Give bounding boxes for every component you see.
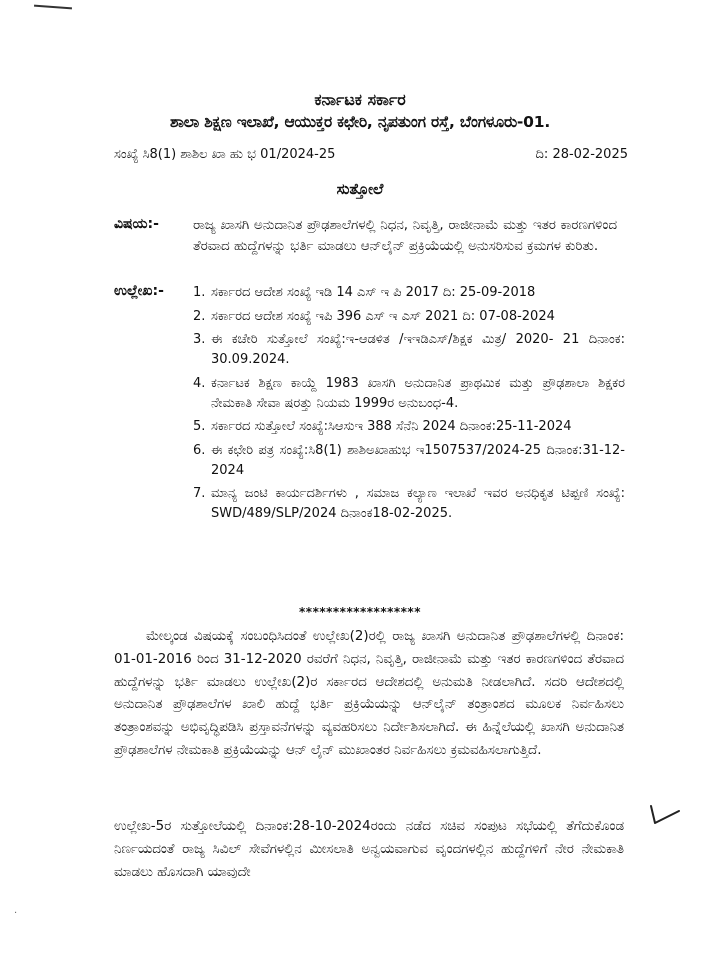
references-list xyxy=(193,283,625,528)
government-title: ಕರ್ನಾಟಕ ಸರ್ಕಾರ xyxy=(314,90,406,109)
department-title: ಶಾಲಾ ಶಿಕ್ಷಣ ಇಲಾಖೆ, ಆಯುಕ್ತರ ಕಛೇರಿ, ನೃಪತುಂಗ ರಸ್ತೆ, ಬೆಂಗಳೂರು-01. xyxy=(169,113,551,131)
edge-scan-mark: · xyxy=(14,908,18,919)
reference-item: 2. ಸರ್ಕಾರದ ಆದೇಶ ಸಂಖ್ಯೆ ಇಪಿ 396 ಎಸ್ ಇ ಎಸ್ 2021 ದಿ: 07-08-2024 xyxy=(193,308,555,324)
body-paragraph-2: ಉಲ್ಲೇಖ-5ರ ಸುತ್ತೋಲೆಯಲ್ಲಿ ದಿನಾಂಕ:28-10-2024ರಂದು ನಡೆದ ಸಚಿವ ಸಂಪುಟ ಸಭೆಯಲ್ಲಿ ತೆಗೆದುಕೊಂಡ ನಿರ್ಣಯದಂತೆ ರಾಜ್ಯ ಸಿವಿಲ್ ಸೇವೆಗಳಲ್ಲಿನ ಮೀಸಲಾತಿ ಅನ್ವಯವಾಗುವ ವೃಂದಗಳಲ್ಲಿನ ಹುದ್ದೆಗಳಿಗೆ ನೇರ ನೇಮಕಾತಿ ಮಾಡಲು ಹೊಸದಾಗಿ ಯಾವುದೇ xyxy=(114,819,624,880)
corner-pen-mark xyxy=(34,5,72,10)
subject-label: ವಿಷಯ:- xyxy=(114,216,159,232)
section-separator: ****************** xyxy=(299,605,421,619)
document-date: ದಿ: 28-02-2025 xyxy=(535,147,628,162)
circular-title: ಸುತ್ತೋಲೆ xyxy=(336,180,384,198)
reference-number: ಸಂಖ್ಯೆ ಸಿ8(1) ಶಾಶಿಲ ಖಾ ಹು ಭ 01/2024-25 xyxy=(114,147,336,162)
reference-item: 7. ಮಾನ್ಯ ಜಂಟಿ ಕಾರ್ಯದರ್ಶಿಗಳು , ಸಮಾಜ ಕಲ್ಯಾಣ ಇಲಾಖೆ ಇವರ ಅನಧಿಕೃತ ಟಿಪ್ಪಣಿ ಸಂಖ್ಯೆ: SWD/489/SLP/2024 ದಿನಾಂಕ18-02-2025. xyxy=(193,486,625,521)
reference-item: 5. ಸರ್ಕಾರದ ಸುತ್ತೋಲೆ ಸಂಖ್ಯೆ:ಸಿಆಸುಇ 388 ಸೆನೆನಿ 2024 ದಿನಾಂಕ:25-11-2024 xyxy=(193,419,572,434)
body-paragraph-1: ಮೇಲ್ಕಂಡ ವಿಷಯಕ್ಕೆ ಸಂಬಂಧಿಸಿದಂತೆ ಉಲ್ಲೇಖ(2)ರಲ್ಲಿ ರಾಜ್ಯ ಖಾಸಗಿ ಅನುದಾನಿತ ಪ್ರೌಢಶಾಲೆಗಳಲ್ಲಿ ದಿನಾಂಕ: 01-01-2016 ರಿಂದ 31-12-2020 ರವರೆಗೆ ನಿಧನ, ನಿವೃತ್ತಿ, ರಾಜೀನಾಮೆ ಮತ್ತು ಇತರ ಕಾರಣಗಳಿಂದ ತೆರವಾದ ಹುದ್ದೆಗಳನ್ನು ಭರ್ತಿ ಮಾಡಲು ಉಲ್ಲೇಖ(2)ರ ಸರ್ಕಾರದ ಆದೇಶದಲ್ಲಿ ಅನುಮತಿ ನೀಡಲಾಗಿದೆ. ಸದರಿ ಆದೇಶದಲ್ಲಿ ಅನುದಾನಿತ ಪ್ರೌಢಶಾಲೆಗಳ ಖಾಲಿ ಹುದ್ದೆ ಭರ್ತಿ ಪ್ರಕ್ರಿಯೆಯನ್ನು ಆನ್‌ಲೈನ್ ತಂತ್ರಾಂಶದ ಮೂಲಕ ನಿರ್ವಹಿಸಲು ತಂತ್ರಾಂಶವನ್ನು ಅಭಿವೃದ್ಧಿಪಡಿಸಿ ಪ್ರಸ್ತಾವನೆಗಳನ್ನು ವ್ಯವಹರಿಸಲು ನಿರ್ದೇಶಿಸಲಾಗಿದೆ. ಈ ಹಿನ್ನೆಲೆಯಲ್ಲಿ ಖಾಸಗಿ ಅನುದಾನಿತ ಪ್ರೌಢಶಾಲೆಗಳ ನೇಮಕಾತಿ ಪ್ರಕ್ರಿಯೆಯನ್ನು ಆನ್ ಲೈನ್ ಮುಖಾಂತರ ನಿರ್ವಹಿಸಲು ಕ್ರಮವಹಿಸಲಾಗುತ್ತಿದೆ. xyxy=(114,629,624,758)
reference-item: 3. ಈ ಕಚೇರಿ ಸುತ್ತೋಲೆ ಸಂಖ್ಯೆ:ಇ-ಆಡಳಿತ /ಇಇಡಿಎಸ್/ಶಿಕ್ಷಕ ಮಿತ್ರ/ 2020- 21 ದಿನಾಂಕ: 30.09.2024. xyxy=(193,332,625,367)
references-label: ಉಲ್ಲೇಖ:- xyxy=(114,283,164,299)
reference-item: 4. ಕರ್ನಾಟಕ ಶಿಕ್ಷಣ ಕಾಯ್ದೆ 1983 ಖಾಸಗಿ ಅನುದಾನಿತ ಪ್ರಾಥಮಿಕ ಮತ್ತು ಪ್ರೌಢಶಾಲಾ ಶಿಕ್ಷಕರ ನೇಮಕಾತಿ ಸೇವಾ ಷರತ್ತು ನಿಯಮ 1999ರ ಅನುಬಂಧ-4. xyxy=(193,375,625,411)
reference-row xyxy=(114,147,628,162)
subject-text: ರಾಜ್ಯ ಖಾಸಗಿ ಅನುದಾನಿತ ಪ್ರೌಢಶಾಲೆಗಳಲ್ಲಿ ನಿಧನ, ನಿವೃತ್ತಿ, ರಾಜೀನಾಮೆ ಮತ್ತು ಇತರ ಕಾರಣಗಳಿಂದ ತೆರವಾದ ಹುದ್ದೆಗಳನ್ನು ಭರ್ತಿ ಮಾಡಲು ಆನ್‌ಲೈನ್ ಪ್ರಕ್ರಿಯೆಯಲ್ಲಿ ಅನುಸರಿಸುವ ಕ್ರಮಗಳ ಕುರಿತು. xyxy=(193,218,617,254)
handwritten-tick-mark xyxy=(648,802,682,828)
reference-item: 1. ಸರ್ಕಾರದ ಆದೇಶ ಸಂಖ್ಯೆ ಇಡಿ 14 ಎಸ್ ಇ ಪಿ 2017 ದಿ: 25-09-2018 xyxy=(193,285,536,300)
reference-item: 6. ಈ ಕಛೇರಿ ಪತ್ರ ಸಂಖ್ಯೆ:ಸಿ8(1) ಶಾಶಿಅಖಾಹುಭ ಇ1507537/2024-25 ದಿನಾಂಕ:31-12-2024 xyxy=(193,442,625,478)
